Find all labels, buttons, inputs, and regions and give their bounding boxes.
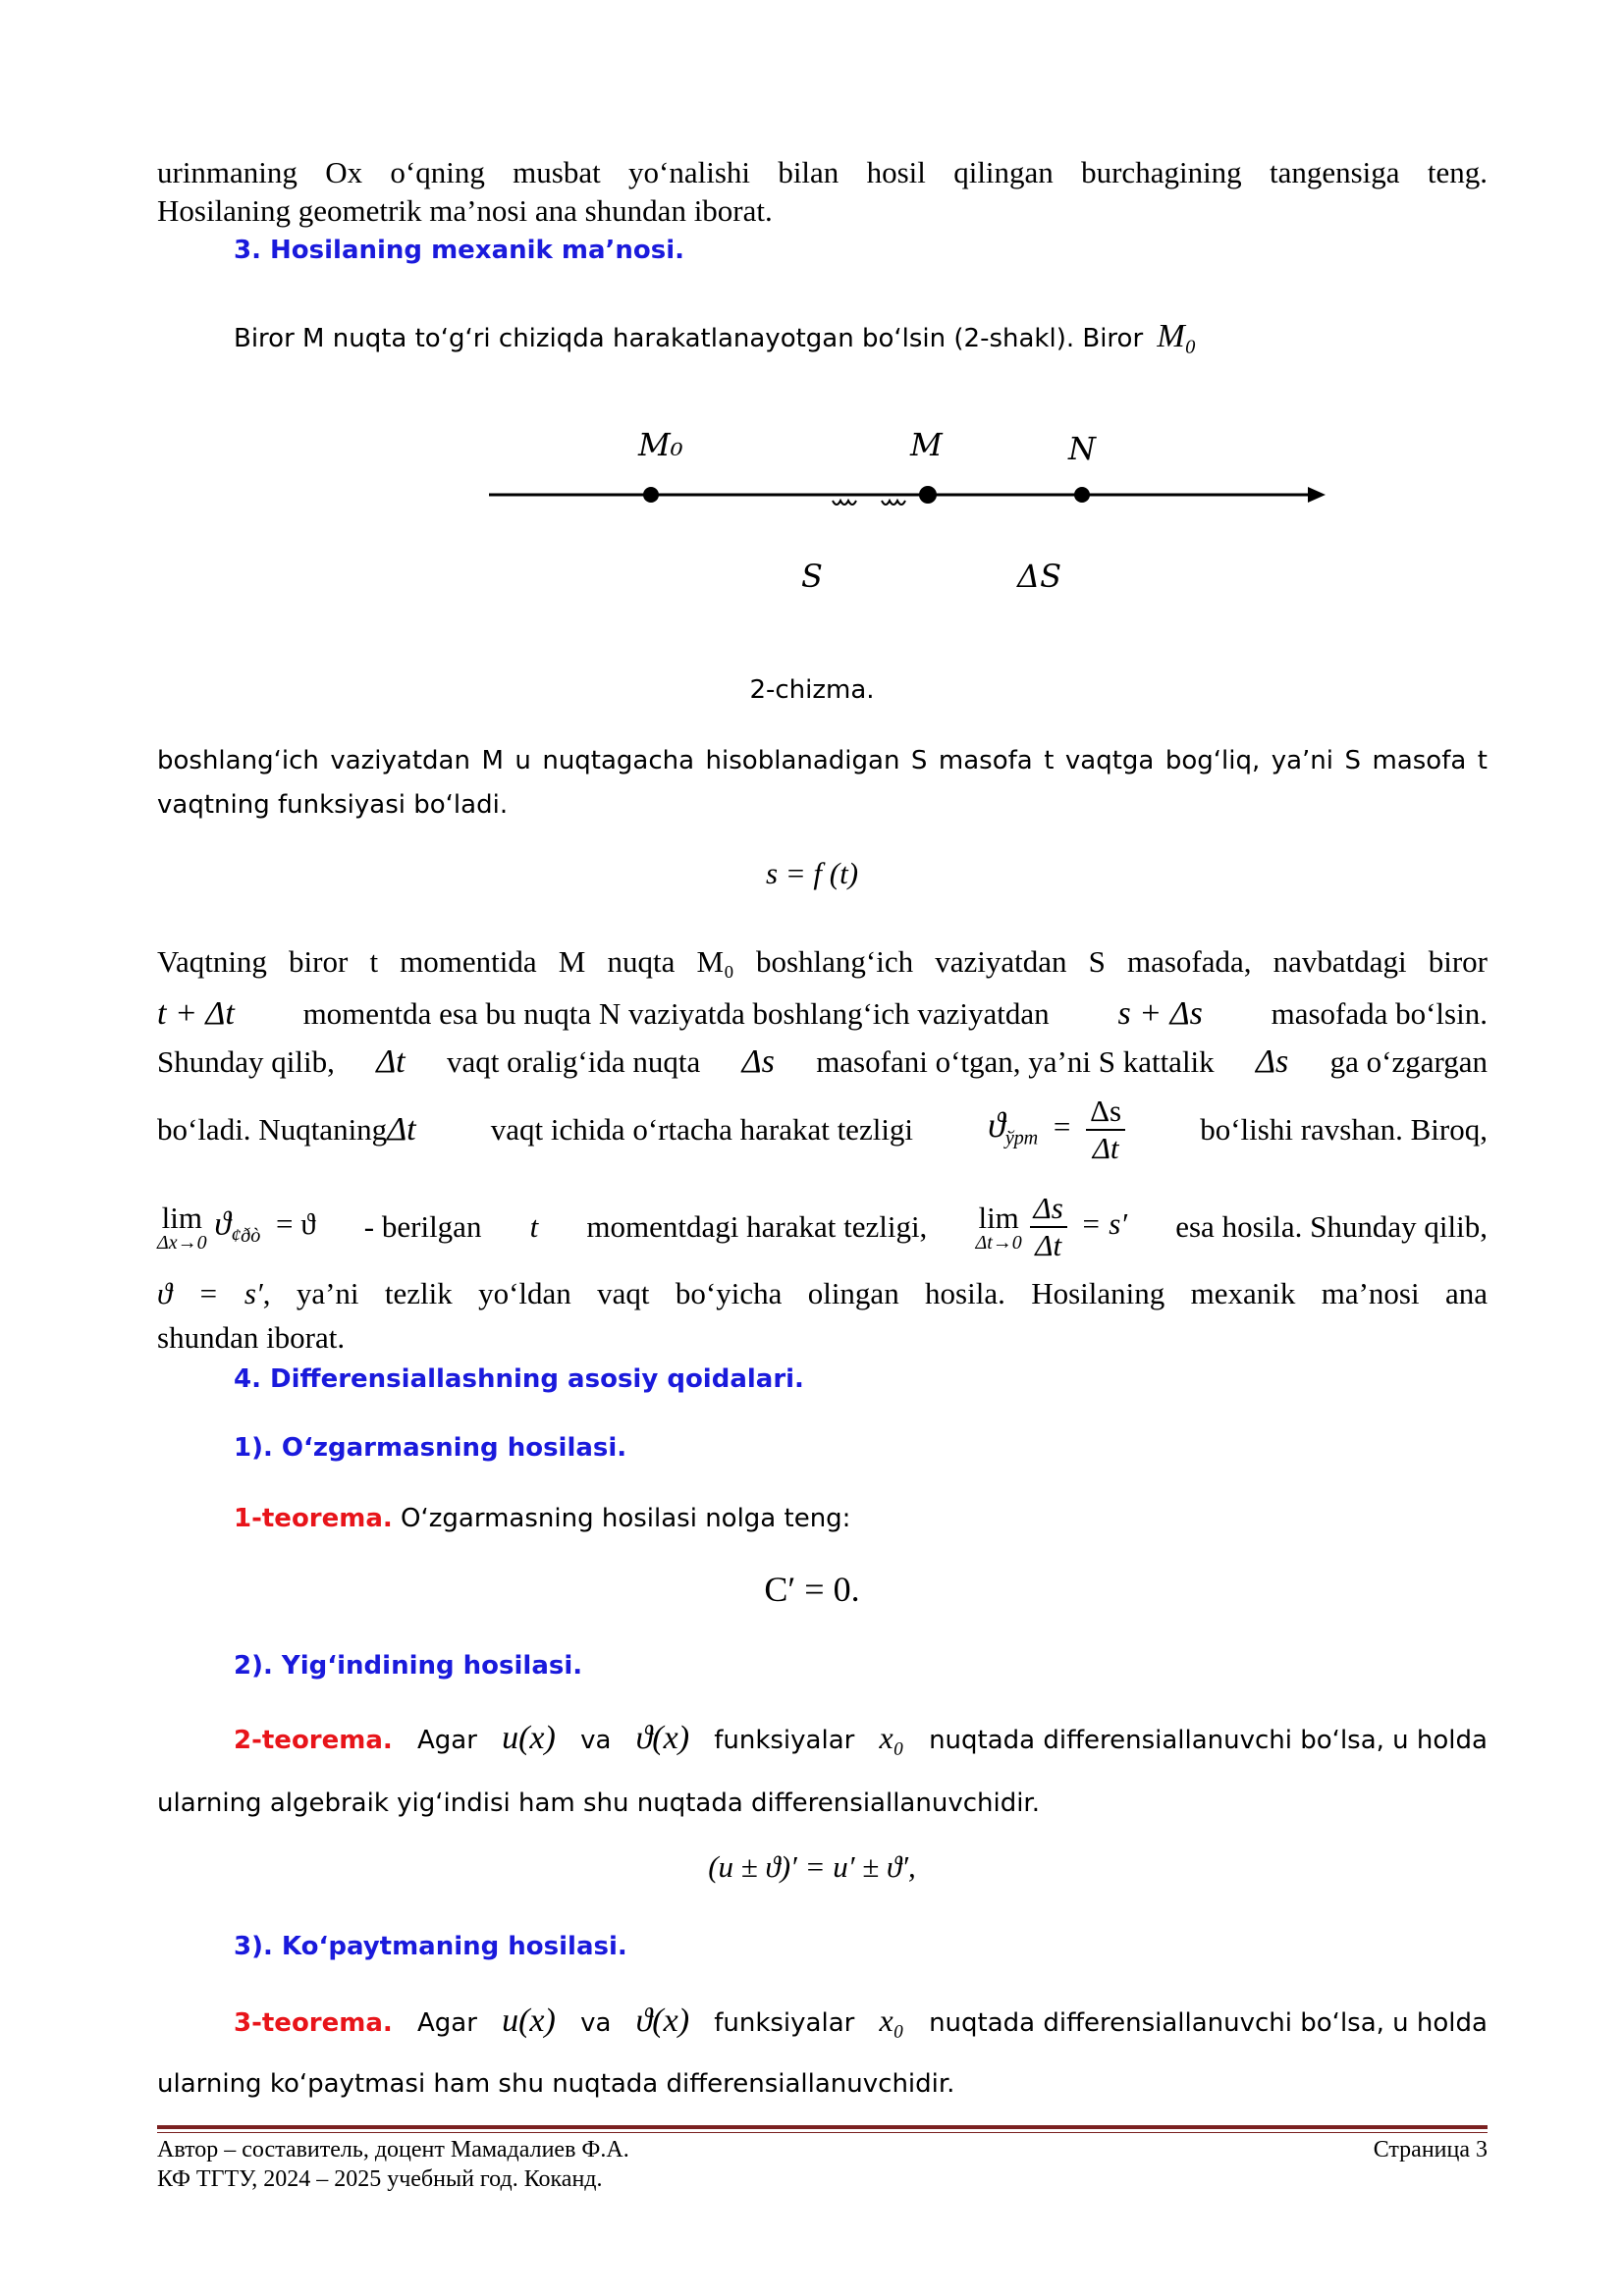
theta-sub-2: ¢ðò xyxy=(231,1224,261,1247)
eq-sprime: = s′ xyxy=(1080,1206,1128,1242)
velocity-line-5 xyxy=(157,1183,1488,1271)
delta-t: Δt xyxy=(376,1043,406,1080)
velocity-line-5-a: - berilgan xyxy=(363,1209,482,1244)
velocity-line-2-text: momentda esa bu nuqta N vaziyatda boshlang‘ich vaziyatdan xyxy=(302,996,1050,1031)
theorem-3-u: u(x) xyxy=(502,2002,556,2039)
theorem-3-label: 3-teorema. xyxy=(234,2008,393,2038)
eq-theta: = ϑ xyxy=(276,1206,316,1242)
velocity-line-5-b: momentdagi harakat tezligi, xyxy=(586,1209,928,1244)
velocity-line-1: Vaqtning biror t momentida M nuqta M₀ boshlang‘ich vaziyatdan S masofada, navbatdagi biror xyxy=(157,944,1488,979)
velocity-line-6-b: , ya’ni tezlik yo‘ldan vaqt bo‘yicha olingan hosila. Hosilaning mexanik ma’nosi ana xyxy=(262,1276,1488,1310)
theorem-3-rest: nuqtada differensiallanuvchi bo‘lsa, u holda xyxy=(929,2008,1488,2038)
theorem-3-line-1 xyxy=(157,2002,1488,2040)
s-plus-ds: s + Δs xyxy=(1117,995,1203,1032)
theta-eq-sprime: ϑ = s′ xyxy=(157,1276,263,1310)
theorem-1-label: 1-teorema. xyxy=(234,1504,393,1533)
t-var: t xyxy=(529,1209,539,1244)
theorem-2-line-1 xyxy=(157,1720,1488,1757)
figure-caption: 2-chizma. xyxy=(749,675,875,705)
intro-line-1: urinmaning Ox o‘qning musbat yo‘nalishi bilan hosil qilingan burchagining tangensiga teng. xyxy=(157,155,1488,189)
brace-dS xyxy=(882,501,905,505)
fraction-ds-dt-2 xyxy=(1030,1191,1067,1263)
label-M0: M₀ xyxy=(638,426,683,463)
velocity-line-7: shundan iborat. xyxy=(157,1320,346,1355)
label-S: S xyxy=(801,558,823,595)
lim-2: lim xyxy=(978,1200,1019,1235)
velocity-line-3 xyxy=(157,1043,1488,1081)
velocity-line-3-g: ga o‘zgargan xyxy=(1329,1044,1488,1079)
velocity-line-3-e: masofani o‘tgan, ya’ni S kattalik xyxy=(816,1044,1215,1079)
theta-sub: ўрт xyxy=(1004,1127,1039,1149)
velocity-line-4 xyxy=(157,1085,1488,1175)
formula-sum: (u ± ϑ)′ = u′ ± ϑ′, xyxy=(708,1849,916,1884)
label-dS: ΔS xyxy=(1017,558,1062,595)
subheading-sum: 2). Yig‘indining hosilasi. xyxy=(234,1651,583,1681)
intro-line-2: Hosilaning geometrik ma’nosi ana shundan iborat. xyxy=(157,193,773,228)
theorem-3-line-2: ularning ko‘paytmasi ham shu nuqtada differensiallanuvchidir. xyxy=(157,2069,955,2099)
formula-s: s = f (t) xyxy=(765,856,859,890)
section-heading-mechanical: 3. Hosilaning mexanik ma’nosi. xyxy=(234,236,685,265)
velocity-line-4-a: bo‘ladi. Nuqtaning xyxy=(157,1112,388,1147)
theorem-2-u: u(x) xyxy=(502,1720,556,1756)
theorem-3-va: va xyxy=(580,2008,612,2038)
theorem-2-x0: x₀ xyxy=(879,1720,904,1755)
theorem-3-funksiyalar: funksiyalar xyxy=(714,2008,855,2038)
theorem-2-v: ϑ(x) xyxy=(635,1720,690,1756)
lim: lim xyxy=(161,1200,202,1235)
footer-rule-thick xyxy=(157,2125,1488,2129)
lim-sub: Δx→0 xyxy=(157,1231,207,1254)
distance-line-1: boshlang‘ich vaziyatdan M u nuqtagacha hisoblanadigan S masofa t vaqtga bog‘liq, ya’ni S masofa t xyxy=(157,746,1488,775)
limit-derivative xyxy=(975,1191,1127,1263)
footer-org: КФ ТГТУ, 2024 – 2025 учебный год. Коканд. xyxy=(157,2166,603,2192)
section3-M0: M₀ xyxy=(1157,318,1197,354)
footer-author: Автор – составитель, доцент Мамадалиев Ф.А. xyxy=(157,2137,629,2163)
footer-rule-thin xyxy=(157,2132,1488,2133)
point-M xyxy=(919,486,937,504)
footer-line-1 xyxy=(157,2137,1488,2163)
fraction-ds-dt xyxy=(1086,1094,1125,1166)
theorem-3-x0: x₀ xyxy=(879,2002,904,2038)
velocity-line-3-c: vaqt oralig‘ida nuqta xyxy=(447,1044,701,1079)
theorem-1-text: O‘zgarmasning hosilasi nolga teng: xyxy=(401,1504,851,1533)
eq: = xyxy=(1053,1109,1071,1145)
theorem-2-rest: nuqtada differensiallanuvchi bo‘lsa, u holda xyxy=(929,1726,1488,1755)
distance-line-2: vaqtning funksiyasi bo‘ladi. xyxy=(157,790,509,820)
axis-arrow xyxy=(1308,487,1326,503)
velocity-line-3-a: Shunday qilib, xyxy=(157,1044,335,1079)
section-heading-rules: 4. Differensiallashning asosiy qoidalari. xyxy=(234,1364,804,1394)
velocity-line-4-c: vaqt ichida o‘rtacha harakat tezligi xyxy=(490,1112,914,1147)
denominator: Δt xyxy=(1092,1131,1119,1165)
numerator-2: Δs xyxy=(1030,1191,1067,1228)
numerator: Δs xyxy=(1086,1094,1125,1131)
theorem-2-agar: Agar xyxy=(416,1726,477,1755)
brace-S xyxy=(833,501,856,505)
theorem-3-agar: Agar xyxy=(416,2008,477,2038)
denominator-2: Δt xyxy=(1035,1228,1062,1262)
theorem-1 xyxy=(234,1504,850,1533)
average-velocity-formula xyxy=(988,1094,1125,1166)
lim-sub-2: Δt→0 xyxy=(975,1231,1022,1254)
section3-sentence: Biror M nuqta to‘g‘ri chiziqda harakatlanayotgan bo‘lsin (2-shakl). Biror xyxy=(234,324,1144,353)
t-plus-dt: t + Δt xyxy=(157,995,235,1032)
point-M0 xyxy=(643,487,659,503)
label-N: N xyxy=(1068,430,1096,467)
subheading-constant: 1). O‘zgarmasning hosilasi. xyxy=(234,1433,627,1463)
theorem-2-va: va xyxy=(580,1726,612,1755)
delta-t-2: Δt xyxy=(387,1111,416,1148)
label-M: M xyxy=(910,426,943,463)
footer-page-number: Страница 3 xyxy=(1373,2137,1488,2163)
velocity-line-2 xyxy=(157,995,1488,1033)
limit-velocity xyxy=(157,1202,316,1253)
section3-text xyxy=(234,318,1197,355)
velocity-line-4-d: bo‘lishi ravshan. Biroq, xyxy=(1200,1112,1488,1147)
point-N xyxy=(1074,487,1090,503)
theorem-2-line-2: ularning algebraik yig‘indisi ham shu nuqtada differensiallanuvchidir. xyxy=(157,1789,1040,1818)
delta-s: Δs xyxy=(741,1043,775,1080)
velocity-line-2-end: masofada bo‘lsin. xyxy=(1271,996,1488,1031)
theta-2: ϑ xyxy=(214,1205,232,1243)
delta-s-2: Δs xyxy=(1256,1043,1289,1080)
theorem-2-funksiyalar: funksiyalar xyxy=(714,1726,855,1755)
velocity-line-5-c: esa hosila. Shunday qilib, xyxy=(1175,1209,1488,1244)
theorem-2-label: 2-teorema. xyxy=(234,1726,393,1755)
velocity-line-6 xyxy=(157,1276,1488,1311)
subheading-product: 3). Ko‘paytmaning hosilasi. xyxy=(234,1932,627,1961)
theta: ϑ xyxy=(988,1105,1005,1146)
theorem-3-v: ϑ(x) xyxy=(635,2002,690,2039)
formula-constant: C′ = 0. xyxy=(764,1570,860,1609)
motion-figure xyxy=(471,412,1355,609)
